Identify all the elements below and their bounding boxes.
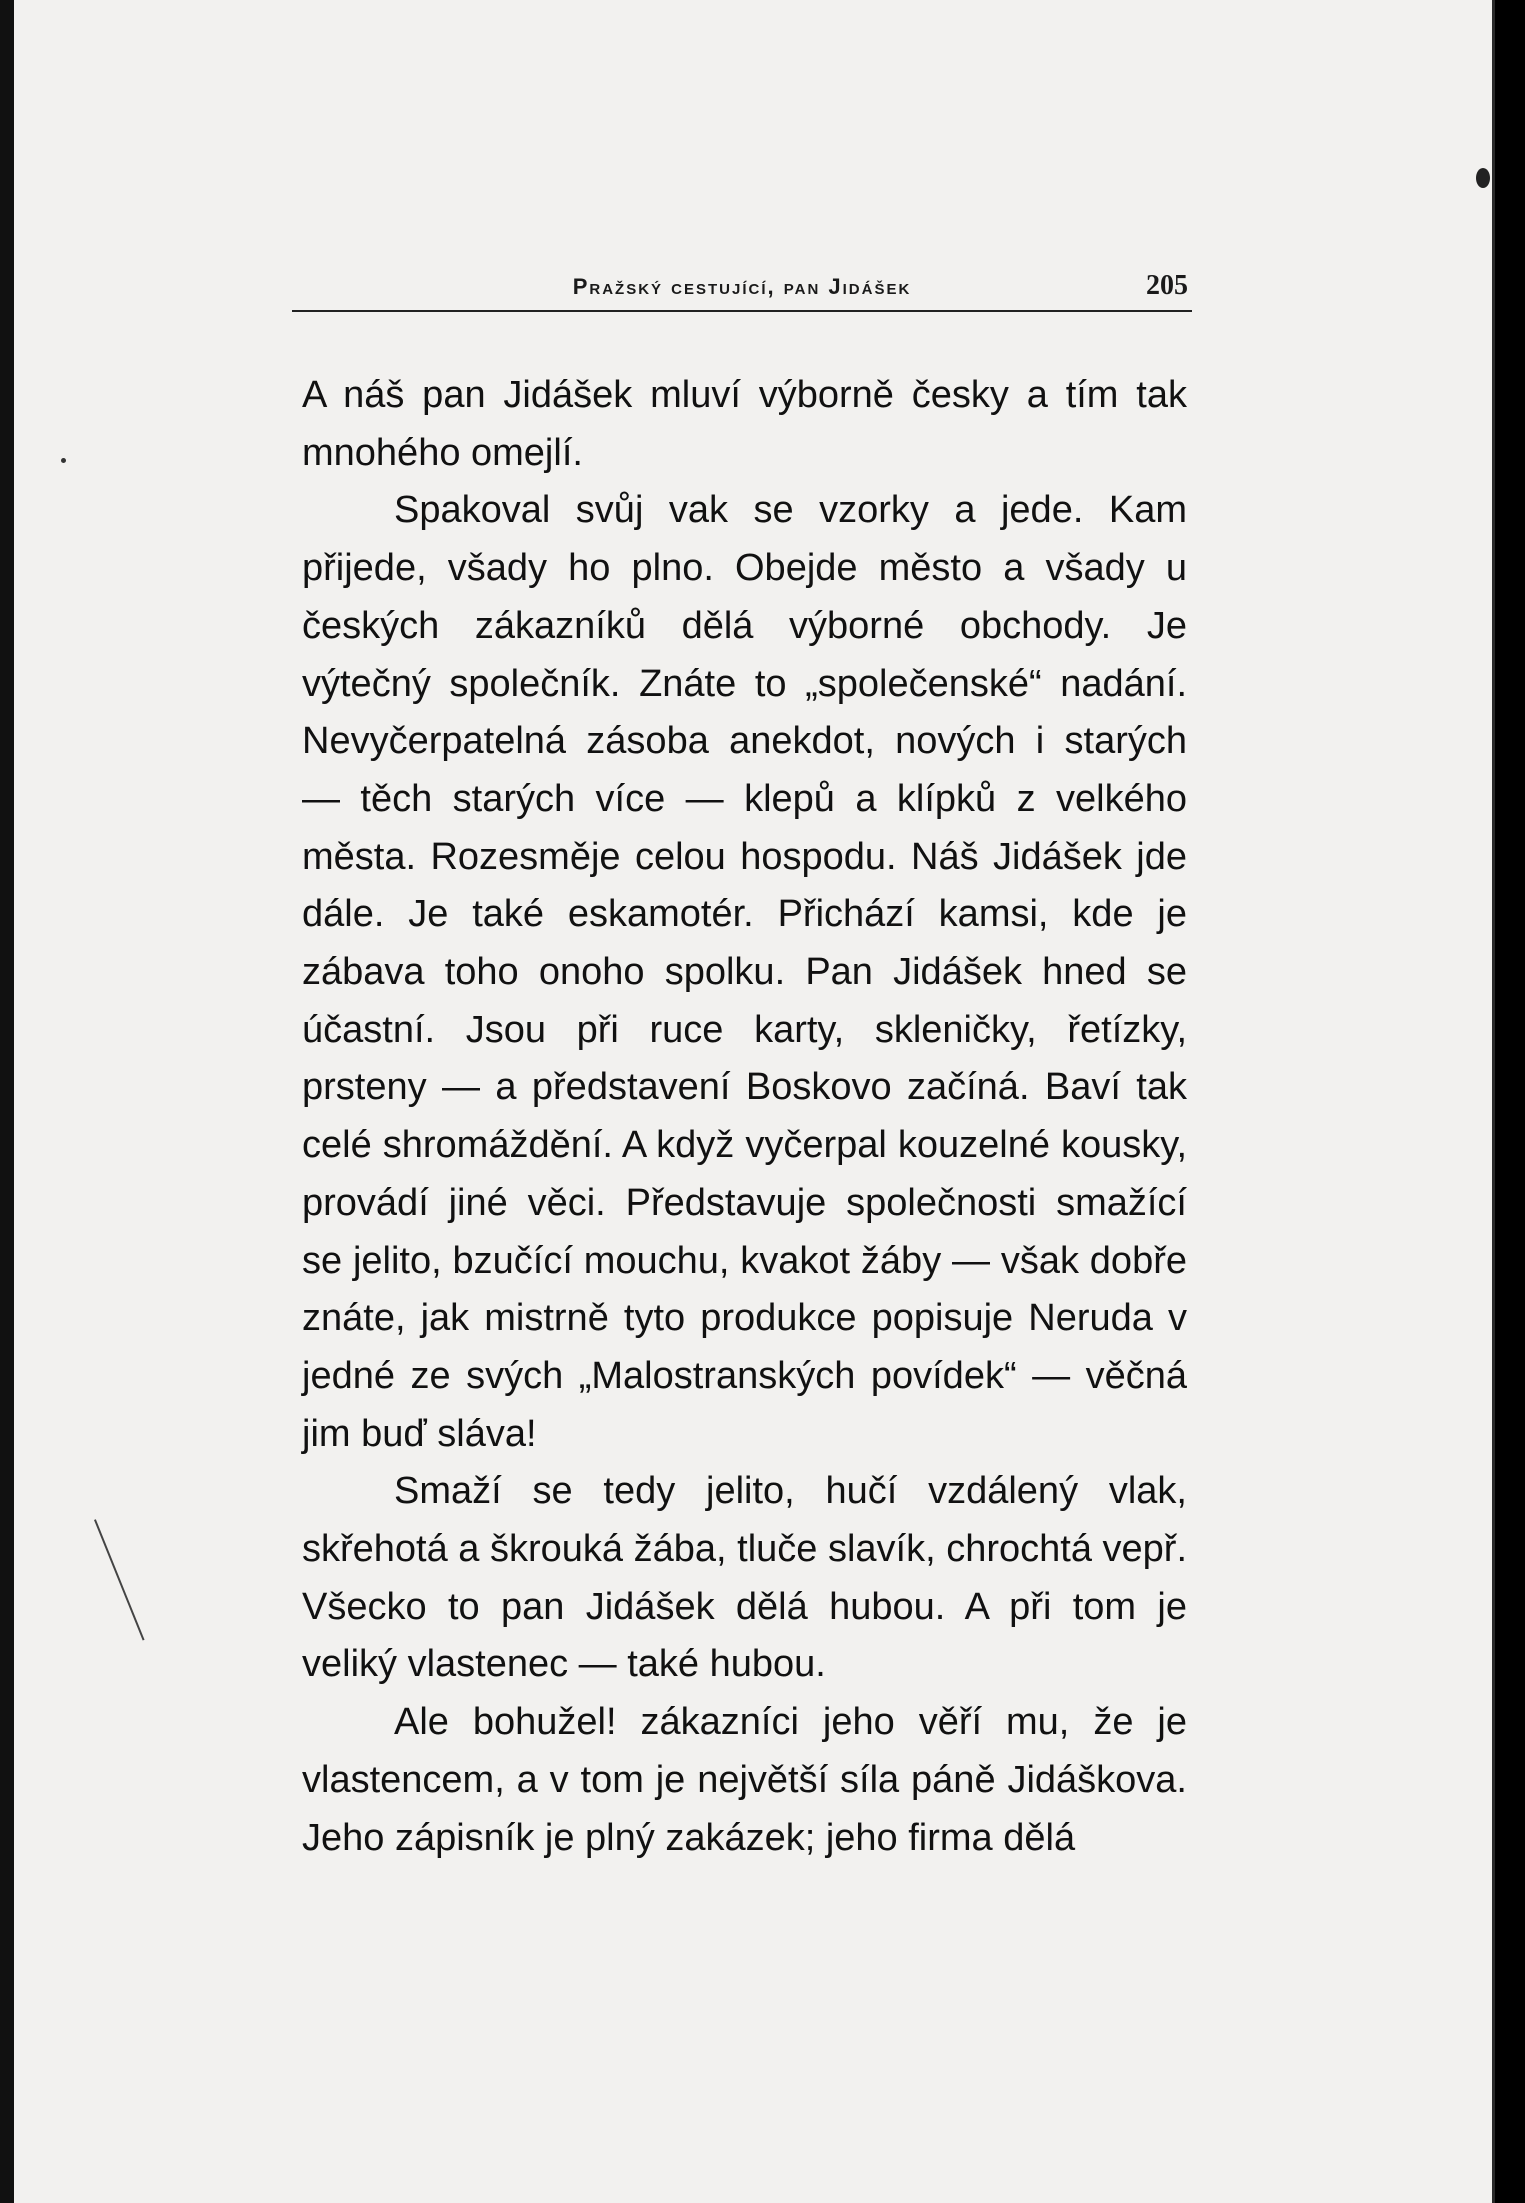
scan-speck (61, 458, 66, 463)
scan-left-edge (0, 0, 14, 2203)
paragraph-4: Ale bohužel! zákazníci jeho věří mu, že je vlastencem, a v tom je největší síla páně Jidáškova. Jeho zápisník je plný zakázek; jeho firma dělá (302, 1701, 1187, 1859)
paragraph-3: Smaží se tedy jelito, hučí vzdálený vlak, skřehotá a škrouká žába, tluče slavík, chrochtá vepř. Všecko to pan Jidášek dělá hubou. A při tom je veliký vlastenec — také hubou. (302, 1470, 1187, 1686)
paragraph-1: A náš pan Jidášek mluví výborně česky a tím tak mnohého omejlí. (302, 374, 1187, 474)
book-page (14, 0, 1495, 2203)
page-header (292, 270, 1192, 312)
body-text (302, 367, 1187, 1867)
scan-scratch (94, 1519, 145, 1640)
paragraph-2: Spakoval svůj vak se vzorky a jede. Kam přijede, všady ho plno. Obejde město a všady u českých zákazníků dělá výborné obchody. Je výtečný společník. Znáte to „společenské“ nadání. Nevyčerpatelná zásoba anekdot, nových i starých — těch starých více — klepů a klípků z velkého města. Rozesměje celou hospodu. Náš Jidášek jde dále. Je také eskamotér. Přichází kamsi, kde je zábava toho onoho spolku. Pan Jidášek hned se účastní. Jsou při ruce karty, skleničky, řetízky, prsteny — a představení Boskovo začíná. Baví tak celé shromáždění. A když vyčerpal kouzelné kousky, provádí jiné věci. Představuje společnosti smažící se jelito, bzučící mouchu, kvakot žáby — však dobře znáte, jak mistrně tyto produkce popisuje Neruda v jedné ze svých „Malostranských povídek“ — věčná jim buď sláva! (302, 489, 1187, 1455)
page-number: 205 (1146, 270, 1188, 301)
running-title: Pražský cestující, pan Jidášek (572, 274, 912, 299)
scan-ink-spot (1476, 168, 1490, 188)
